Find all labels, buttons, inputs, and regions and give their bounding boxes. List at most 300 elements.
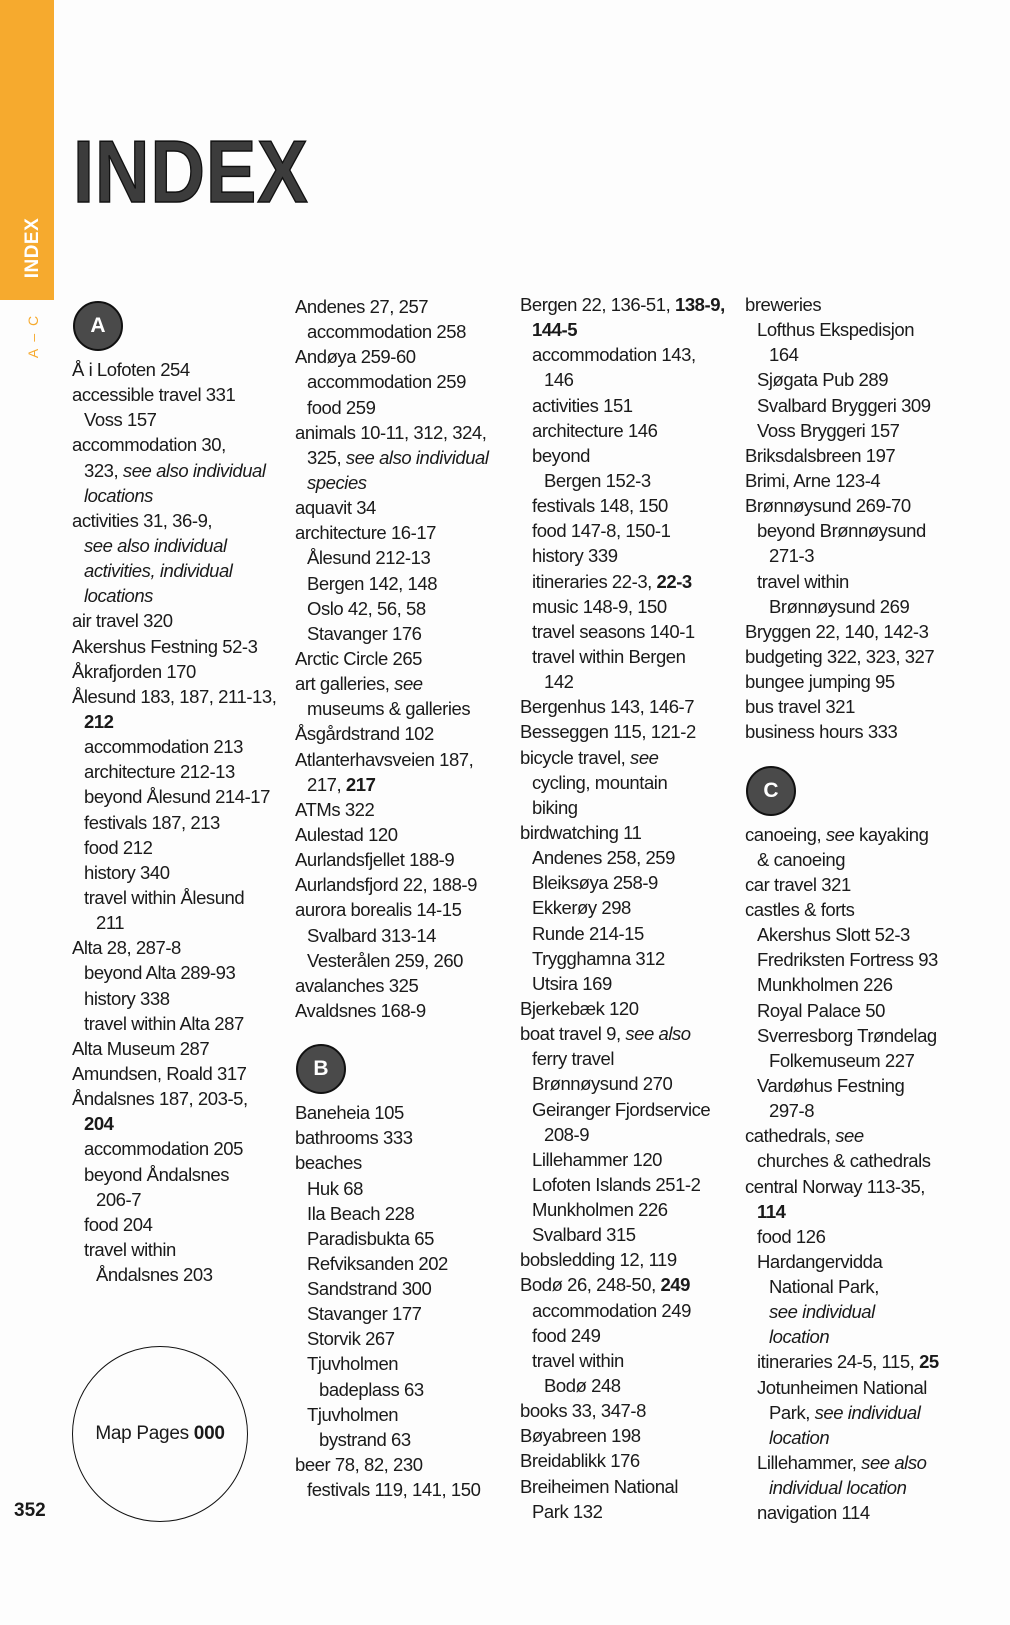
entry-text: bobsledding 12, 119 (520, 1249, 677, 1271)
entry-cross-reference: species (307, 471, 367, 493)
entry-text: bystrand 63 (319, 1428, 411, 1450)
index-subentry (520, 443, 755, 468)
index-subentry (72, 583, 307, 608)
entry-text: & canoeing (757, 848, 846, 870)
entry-text: budgeting 322, 323, 327 (745, 645, 935, 667)
index-subentry (745, 1148, 980, 1173)
entry-text: Sandstrand 300 (307, 1278, 432, 1300)
entry-text: animals 10-11, 312, 324, (295, 421, 487, 443)
entry-text: Stavanger 176 (307, 622, 422, 644)
entry-text: Bodø 248 (544, 1375, 621, 1397)
index-subentry (520, 1499, 755, 1524)
entry-text: Vesterålen 259, 260 (307, 949, 464, 971)
page-number: 352 (14, 1500, 46, 1521)
index-entry (295, 1125, 530, 1150)
index-subentry (520, 342, 755, 367)
entry-text: accommodation 258 (307, 321, 466, 343)
entry-text: activities 151 (532, 394, 633, 416)
index-subentry (745, 1324, 980, 1349)
entry-text: travel within Ålesund (84, 886, 245, 908)
index-subentry (745, 1450, 980, 1475)
index-subentry (520, 493, 755, 518)
entry-text: breweries (745, 294, 822, 315)
entry-text: accommodation 249 (532, 1299, 691, 1321)
index-subentry (295, 369, 530, 394)
index-entry (72, 684, 307, 709)
entry-cross-reference: see individual (814, 1401, 921, 1423)
index-subentry (72, 784, 307, 809)
entry-text: Paradisbukta 65 (307, 1227, 434, 1249)
entry-text: Sjøgata Pub 289 (757, 369, 889, 391)
index-entry (72, 1086, 307, 1111)
entry-text: itineraries 22-3, (532, 570, 657, 592)
entry-text: Åkrafjorden 170 (72, 660, 196, 682)
index-entry (520, 1423, 755, 1448)
index-subentry (295, 545, 530, 570)
index-entry (295, 495, 530, 520)
index-subentry (295, 1276, 530, 1301)
entry-text: 211 (96, 912, 125, 934)
entry-text: beyond Åndalsnes (84, 1163, 230, 1185)
index-entry (295, 520, 530, 545)
entry-text: air travel 320 (72, 610, 173, 632)
map-pages-callout (72, 1346, 248, 1522)
index-subentry (72, 1111, 307, 1136)
entry-text: accommodation 143, (532, 344, 696, 366)
index-subentry (72, 533, 307, 558)
entry-cross-reference: location (769, 1326, 830, 1348)
index-entry (520, 1448, 755, 1473)
index-subentry (745, 367, 980, 392)
index-subentry (295, 923, 530, 948)
entry-text: badeplass 63 (319, 1378, 424, 1400)
entry-page-bold: 138-9, (675, 294, 725, 315)
entry-text: festivals 119, 141, 150 (307, 1479, 481, 1501)
entry-text: Bergenhus 143, 146-7 (520, 696, 695, 718)
index-column-4 (745, 292, 980, 1525)
index-entry (295, 671, 530, 696)
entry-text: architecture 16-17 (295, 522, 437, 544)
index-subentry (72, 860, 307, 885)
letter-section-b (295, 1023, 530, 1100)
entry-text: food 204 (84, 1213, 153, 1235)
entry-text: Park 132 (532, 1500, 603, 1522)
index-subentry (520, 921, 755, 946)
index-subentry (745, 1073, 980, 1098)
entry-text: 142 (544, 671, 574, 693)
index-subentry (745, 569, 980, 594)
index-entry (295, 1150, 530, 1175)
entry-text: car travel 321 (745, 873, 851, 895)
index-entry (72, 1036, 307, 1061)
entry-cross-reference: individual location (769, 1477, 907, 1499)
entry-text: 208-9 (544, 1123, 590, 1145)
index-subentry (520, 619, 755, 644)
entry-text: boat travel 9, (520, 1023, 626, 1045)
entry-cross-reference: see (835, 1125, 864, 1147)
index-entry (72, 432, 307, 457)
entry-text: Vardøhus Festning (757, 1074, 905, 1096)
entry-text: travel within Alta 287 (84, 1012, 244, 1034)
index-subentry (72, 960, 307, 985)
entry-text: kayaking (854, 823, 929, 845)
index-entry (295, 646, 530, 671)
entry-text: accommodation 213 (84, 736, 243, 758)
entry-page-bold: 204 (84, 1113, 114, 1135)
entry-text: Åsgårdstrand 102 (295, 723, 434, 745)
index-column-1 (72, 280, 307, 1287)
index-subentry (745, 847, 980, 872)
entry-text: itineraries 24-5, 115, (757, 1351, 920, 1373)
index-subentry (295, 1176, 530, 1201)
entry-text: 297-8 (769, 1100, 815, 1122)
entry-text: castles & forts (745, 898, 855, 920)
index-subentry (295, 696, 530, 721)
index-subentry (745, 518, 980, 543)
index-entry (745, 1123, 980, 1148)
entry-text: Bøyabreen 198 (520, 1425, 641, 1447)
index-subentry (520, 1172, 755, 1197)
letter-section-c (745, 745, 980, 822)
entry-text: Brimi, Arne 123-4 (745, 469, 881, 491)
index-subentry (745, 418, 980, 443)
entry-text: Bergen 152-3 (544, 469, 651, 491)
entry-text: Ålesund 183, 187, 211-13, (72, 685, 277, 707)
entry-page-bold: 22-3 (656, 570, 692, 592)
index-subentry (295, 470, 530, 495)
entry-text: birdwatching 11 (520, 821, 642, 843)
entry-text: Åndalsnes 203 (96, 1264, 213, 1286)
entry-text: Trygghamna 312 (532, 947, 665, 969)
index-subentry (295, 1326, 530, 1351)
entry-text: festivals 187, 213 (84, 811, 220, 833)
entry-text: Svalbard 313-14 (307, 924, 437, 946)
index-entry (295, 294, 530, 319)
entry-text: ATMs 322 (295, 798, 375, 820)
entry-text: history 340 (84, 861, 170, 883)
index-subentry (745, 922, 980, 947)
entry-text: Andenes 27, 257 (295, 296, 429, 317)
index-subentry (520, 1323, 755, 1348)
entry-text: travel within Bergen (532, 645, 686, 667)
index-entry (295, 872, 530, 897)
entry-cross-reference: activities, individual (84, 560, 233, 582)
index-subentry (520, 393, 755, 418)
entry-cross-reference: locations (84, 585, 153, 607)
index-subentry (72, 910, 307, 935)
index-entry (745, 493, 980, 518)
entry-text: Jotunheimen National (757, 1376, 927, 1398)
entry-cross-reference: see also (625, 1023, 691, 1045)
index-column-2 (295, 294, 530, 1502)
entry-cross-reference: see also (861, 1452, 927, 1474)
index-subentry (295, 1226, 530, 1251)
index-entry (520, 996, 755, 1021)
index-subentry (745, 972, 980, 997)
entry-text: Bodø 26, 248-50, (520, 1274, 661, 1296)
index-subentry (520, 569, 755, 594)
entry-text: Bergen 22, 136-51, (520, 294, 675, 315)
index-subentry (745, 1274, 980, 1299)
entry-text: food 259 (307, 396, 376, 418)
index-subentry (520, 1147, 755, 1172)
entry-cross-reference: see (825, 823, 855, 845)
index-subentry (295, 571, 530, 596)
index-subentry (295, 621, 530, 646)
index-subentry (72, 1212, 307, 1237)
entry-text: Andøya 259-60 (295, 346, 416, 368)
entry-text: bathrooms 333 (295, 1127, 413, 1149)
entry-text: Svalbard 315 (532, 1224, 636, 1246)
index-subentry (520, 1222, 755, 1247)
page-title: INDEX (73, 122, 309, 221)
entry-text: beer 78, 82, 230 (295, 1454, 423, 1476)
entry-text: bus travel 321 (745, 696, 855, 718)
index-subentry (295, 1377, 530, 1402)
entry-text: 271-3 (769, 545, 815, 567)
index-subentry (745, 1349, 980, 1374)
index-subentry (520, 1348, 755, 1373)
index-entry (745, 443, 980, 468)
index-subentry (72, 483, 307, 508)
index-subentry (520, 870, 755, 895)
index-entry (520, 1021, 755, 1046)
index-entry (745, 669, 980, 694)
index-subentry (520, 1046, 755, 1071)
index-entry (72, 357, 307, 382)
entry-page-bold: 212 (84, 710, 114, 732)
section-tab-label: INDEX (22, 217, 43, 279)
index-subentry (72, 885, 307, 910)
entry-text: cycling, mountain (532, 771, 668, 793)
entry-page-bold: 25 (919, 1351, 939, 1373)
index-subentry (745, 947, 980, 972)
entry-text: activities 31, 36-9, (72, 509, 213, 531)
entry-text: 164 (769, 344, 799, 366)
index-subentry (520, 594, 755, 619)
entry-text: Avaldsnes 168-9 (295, 999, 426, 1021)
index-subentry (72, 1187, 307, 1212)
entry-text: ferry travel (532, 1048, 614, 1070)
entry-text: accommodation 30, (72, 434, 226, 456)
map-pages-label: Map Pages (95, 1423, 189, 1444)
index-subentry (72, 558, 307, 583)
index-subentry (520, 1097, 755, 1122)
index-subentry (745, 1299, 980, 1324)
entry-text: beyond Brønnøysund (757, 520, 926, 542)
index-entry (295, 344, 530, 369)
entry-text: music 148-9, 150 (532, 595, 667, 617)
entry-text: aurora borealis 14-15 (295, 899, 462, 921)
entry-text: 206-7 (96, 1188, 142, 1210)
entry-text: 146 (544, 369, 574, 391)
entry-text: business hours 333 (745, 721, 898, 743)
entry-text: Brønnøysund 269 (769, 595, 910, 617)
index-subentry (520, 1071, 755, 1096)
index-subentry (745, 1475, 980, 1500)
entry-text: Lillehammer, (757, 1452, 862, 1474)
entry-text: Utsira 169 (532, 972, 612, 994)
index-entry (295, 897, 530, 922)
entry-text: central Norway 113-35, (745, 1175, 925, 1197)
index-subentry (72, 759, 307, 784)
index-subentry (295, 1427, 530, 1452)
entry-text: avalanches 325 (295, 974, 419, 996)
index-entry (72, 634, 307, 659)
entry-cross-reference: see (630, 746, 659, 768)
index-entry (295, 998, 530, 1023)
entry-text: food 212 (84, 836, 153, 858)
index-subentry (520, 317, 755, 342)
index-entry (520, 1474, 755, 1499)
entry-text: Amundsen, Roald 317 (72, 1062, 247, 1084)
entry-text: Hardangervidda (757, 1250, 883, 1272)
index-subentry (520, 770, 755, 795)
entry-text: Munkholmen 226 (532, 1199, 668, 1221)
entry-text: Atlanterhavsveien 187, (295, 748, 474, 770)
entry-text: festivals 148, 150 (532, 495, 668, 517)
index-subentry (520, 367, 755, 392)
index-subentry (745, 1375, 980, 1400)
entry-text: biking (532, 796, 578, 818)
index-entry (520, 745, 755, 770)
index-entry (745, 822, 980, 847)
index-entry (520, 1272, 755, 1297)
entry-cross-reference: location (769, 1426, 830, 1448)
index-subentry (745, 1199, 980, 1224)
index-entry (520, 1398, 755, 1423)
entry-text: aquavit 34 (295, 497, 376, 519)
entry-text: Andenes 258, 259 (532, 847, 675, 869)
entry-text: Besseggen 115, 121-2 (520, 721, 696, 743)
index-entry (745, 644, 980, 669)
index-entry (72, 1061, 307, 1086)
index-subentry (72, 986, 307, 1011)
entry-cross-reference: locations (84, 484, 153, 506)
index-subentry (520, 543, 755, 568)
letter-badge: C (746, 766, 796, 816)
index-entry (295, 1100, 530, 1125)
entry-text: churches & cathedrals (757, 1150, 931, 1172)
entry-text: beyond Ålesund 214-17 (84, 786, 270, 808)
entry-text: cathedrals, (745, 1125, 836, 1147)
entry-text: books 33, 347-8 (520, 1400, 646, 1422)
entry-cross-reference: see also individual (122, 459, 266, 481)
index-entry (72, 508, 307, 533)
index-column-3 (520, 292, 755, 1524)
letter-range-label: A – C (25, 313, 41, 359)
letter-section-a (72, 280, 307, 357)
entry-page-bold: 217 (345, 773, 376, 795)
index-subentry (72, 810, 307, 835)
entry-text: Å i Lofoten 254 (72, 359, 190, 380)
entry-text: 323, (84, 459, 123, 481)
index-subentry (295, 1351, 530, 1376)
entry-text: architecture 146 (532, 419, 658, 441)
index-entry (295, 721, 530, 746)
entry-cross-reference: see individual (769, 1301, 875, 1323)
letter-badge: B (296, 1044, 346, 1094)
entry-text: accessible travel 331 (72, 384, 236, 406)
index-entry (745, 897, 980, 922)
index-subentry (295, 445, 530, 470)
index-subentry (72, 1237, 307, 1262)
index-subentry (520, 795, 755, 820)
entry-text: Runde 214-15 (532, 922, 644, 944)
entry-text: beyond (532, 444, 590, 466)
entry-text: Refviksanden 202 (307, 1252, 448, 1274)
entry-text: Breidablikk 176 (520, 1450, 640, 1472)
entry-text: Bjerkebæk 120 (520, 997, 639, 1019)
index-entry (520, 694, 755, 719)
index-entry (72, 382, 307, 407)
entry-text: Akershus Slott 52-3 (757, 924, 910, 946)
index-entry (72, 659, 307, 684)
entry-text: travel within (532, 1349, 624, 1371)
entry-text: Oslo 42, 56, 58 (307, 597, 426, 619)
entry-page-bold: 144-5 (532, 319, 578, 341)
index-subentry (295, 319, 530, 344)
entry-text: Storvik 267 (307, 1328, 395, 1350)
index-subentry (745, 1023, 980, 1048)
entry-text: Briksdalsbreen 197 (745, 444, 896, 466)
entry-text: Sverresborg Trøndelag (757, 1024, 937, 1046)
index-entry (295, 747, 530, 772)
entry-text: travel seasons 140-1 (532, 620, 695, 642)
entry-text: Svalbard Bryggeri 309 (757, 394, 931, 416)
index-subentry (745, 317, 980, 342)
index-entry (295, 973, 530, 998)
index-entry (295, 847, 530, 872)
letter-badge: A (73, 301, 123, 351)
index-entry (295, 1452, 530, 1477)
index-subentry (295, 1201, 530, 1226)
index-subentry (72, 1162, 307, 1187)
entry-cross-reference: see also individual (345, 446, 489, 468)
index-entry (72, 608, 307, 633)
index-entry (72, 935, 307, 960)
index-subentry (520, 971, 755, 996)
index-subentry (745, 1425, 980, 1450)
entry-text: Voss 157 (84, 409, 157, 431)
entry-text: Huk 68 (307, 1177, 363, 1199)
index-entry (295, 797, 530, 822)
index-entry (745, 1174, 980, 1199)
entry-text: accommodation 259 (307, 371, 466, 393)
entry-text: architecture 212-13 (84, 761, 235, 783)
index-subentry (745, 1224, 980, 1249)
index-subentry (72, 458, 307, 483)
entry-text: bicycle travel, (520, 746, 631, 768)
entry-text: museums & galleries (307, 698, 471, 720)
entry-text: Voss Bryggeri 157 (757, 419, 900, 441)
entry-text: beyond Alta 289-93 (84, 962, 236, 984)
entry-text: food 126 (757, 1225, 826, 1247)
entry-text: Ekkerøy 298 (532, 897, 631, 919)
index-entry (520, 719, 755, 744)
entry-text: Lofthus Ekspedisjon (757, 319, 915, 341)
index-subentry (295, 395, 530, 420)
index-subentry (295, 1251, 530, 1276)
index-subentry (520, 418, 755, 443)
index-subentry (520, 669, 755, 694)
entry-text: Aurlandsfjord 22, 188-9 (295, 874, 477, 896)
entry-text: food 147-8, 150-1 (532, 520, 671, 542)
index-subentry (745, 594, 980, 619)
entry-text: Park, (769, 1401, 815, 1423)
entry-text: Akershus Festning 52-3 (72, 635, 258, 657)
entry-text: Brønnøysund 269-70 (745, 495, 911, 517)
